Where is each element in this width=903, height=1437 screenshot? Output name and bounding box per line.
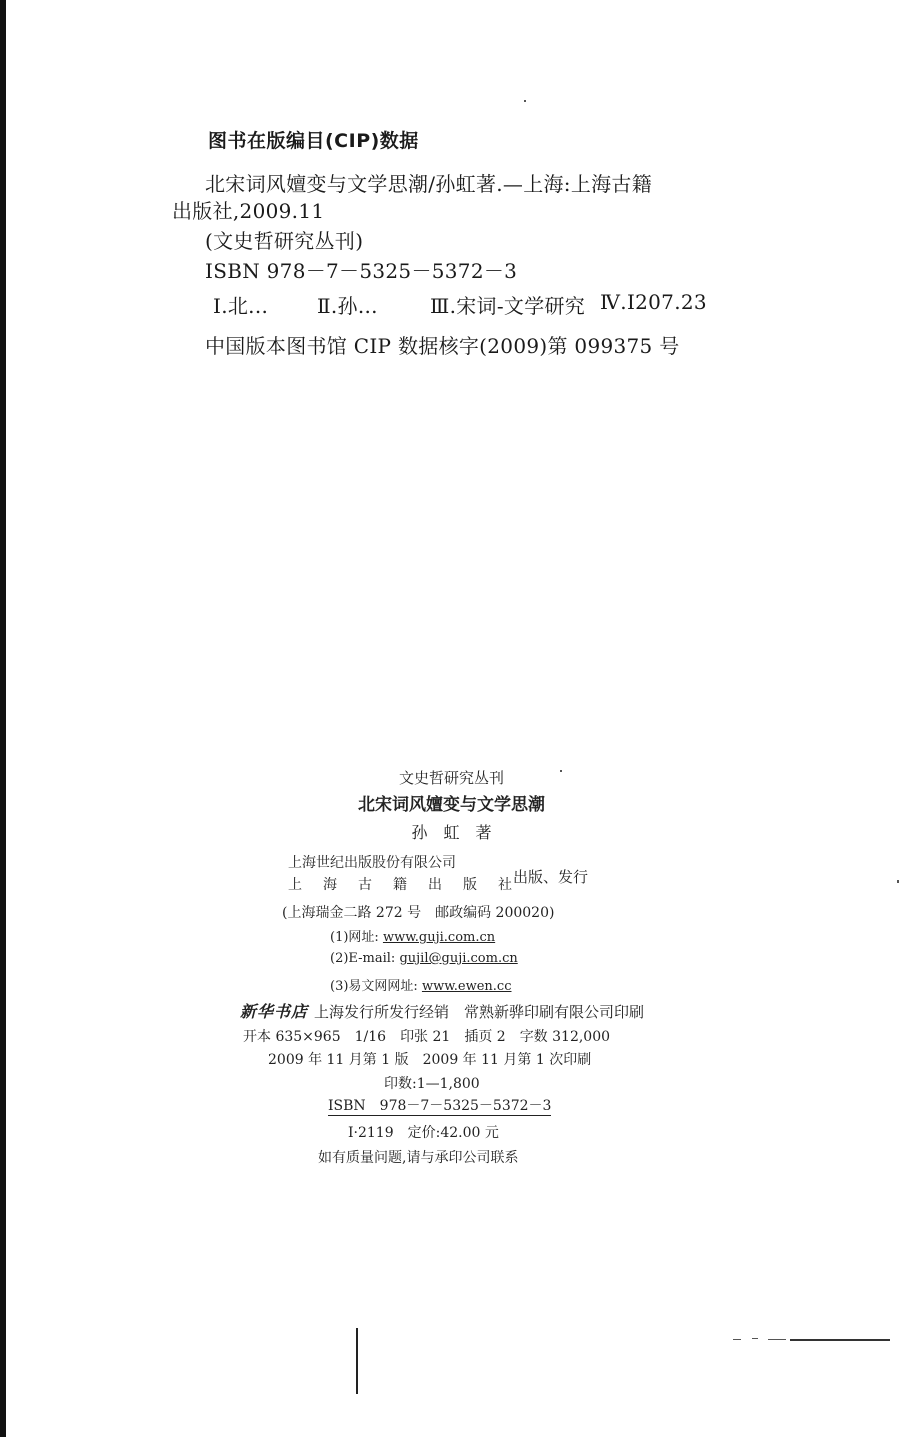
colophon-price-line (348, 1122, 513, 1142)
publisher-house-char: 版 (463, 877, 477, 893)
page-left-edge (0, 0, 6, 1437)
distribution-text: 上海发行所发行经销 常熟新骅印刷有限公司印刷 (314, 1003, 645, 1021)
ewen-link[interactable]: www.ewen.cc (421, 979, 512, 994)
format-wordcount: 字数 312,000 (519, 1029, 611, 1045)
colophon-publisher-role: 出版、发行 (513, 868, 589, 886)
publisher-house-char: 上 (288, 877, 302, 893)
scan-speck (733, 1339, 741, 1340)
colophon-notice: 如有质量问题,请与承印公司联系 (318, 1150, 519, 1166)
scan-speck (752, 1338, 758, 1339)
category-code: I·2119 (348, 1125, 394, 1141)
colophon-address: (上海瑞金二路 272 号 邮政编码 200020) (282, 905, 555, 921)
website-label: (1)网址: (330, 930, 379, 945)
scan-speck (524, 100, 526, 102)
scan-speck (897, 880, 899, 883)
cip-series-line: (文史哲研究丛刊) (205, 229, 364, 253)
publisher-house-char: 海 (323, 877, 337, 893)
cip-title-line: 北宋词风嬗变与文学思潮/孙虹著.—上海:上海古籍 (205, 172, 653, 196)
cip-class-4: Ⅳ.I207.23 (600, 290, 707, 314)
colophon-print-run: 印数:1—1,800 (384, 1076, 480, 1092)
format-sheets: 印张 21 (400, 1029, 451, 1045)
isbn-value: ISBN 978－7－5325－5372－3 (328, 1098, 552, 1114)
colophon-distribution (240, 999, 644, 1022)
format-plates: 插页 2 (464, 1029, 506, 1045)
website-link[interactable]: www.guji.com.cn (382, 930, 496, 945)
format-size: 开本 635×965 1/16 (243, 1029, 387, 1045)
colophon-publisher-group: 上海世纪出版股份有限公司 (288, 855, 456, 871)
colophon-publisher-house (288, 874, 518, 894)
ewen-label: (3)易文网网址: (330, 979, 418, 994)
cip-publisher-line: 出版社,2009.11 (172, 199, 325, 223)
scan-horizontal-mark (790, 1339, 890, 1341)
xinhua-bookstore-logo: 新华书店 (240, 1002, 309, 1021)
colophon-ewen (330, 975, 512, 994)
cip-isbn-line: ISBN 978－7－5325－5372－3 (205, 259, 518, 283)
cip-class-2: Ⅱ.孙... (317, 294, 378, 318)
scan-vertical-mark (356, 1328, 358, 1394)
colophon-author: 孙 虹 著 (411, 823, 492, 842)
publisher-house-char: 籍 (393, 877, 407, 893)
publisher-house-char: 古 (358, 877, 372, 893)
colophon-email (330, 951, 518, 966)
colophon-format (243, 1026, 624, 1046)
publisher-house-char: 出 (428, 877, 442, 893)
cip-approval-line: 中国版本图书馆 CIP 数据核字(2009)第 099375 号 (205, 334, 680, 358)
colophon-edition: 2009 年 11 月第 1 版 2009 年 11 月第 1 次印刷 (268, 1052, 592, 1068)
publisher-house-char: 社 (498, 877, 512, 893)
colophon-series: 文史哲研究丛刊 (398, 769, 504, 787)
cip-class-3: Ⅲ.宋词-文学研究 (430, 294, 586, 318)
scan-speck (560, 770, 562, 772)
price: 定价:42.00 元 (407, 1125, 499, 1141)
cip-heading: 图书在版编目(CIP)数据 (208, 130, 419, 152)
email-label: (2)E-mail: (330, 951, 396, 966)
scan-speck (768, 1339, 786, 1340)
colophon-title: 北宋词风嬗变与文学思潮 (358, 795, 545, 815)
colophon-isbn (328, 1095, 551, 1115)
cip-class-1: Ⅰ.北... (213, 294, 269, 318)
colophon-website (330, 926, 495, 945)
email-link[interactable]: gujil@guji.com.cn (399, 951, 518, 966)
